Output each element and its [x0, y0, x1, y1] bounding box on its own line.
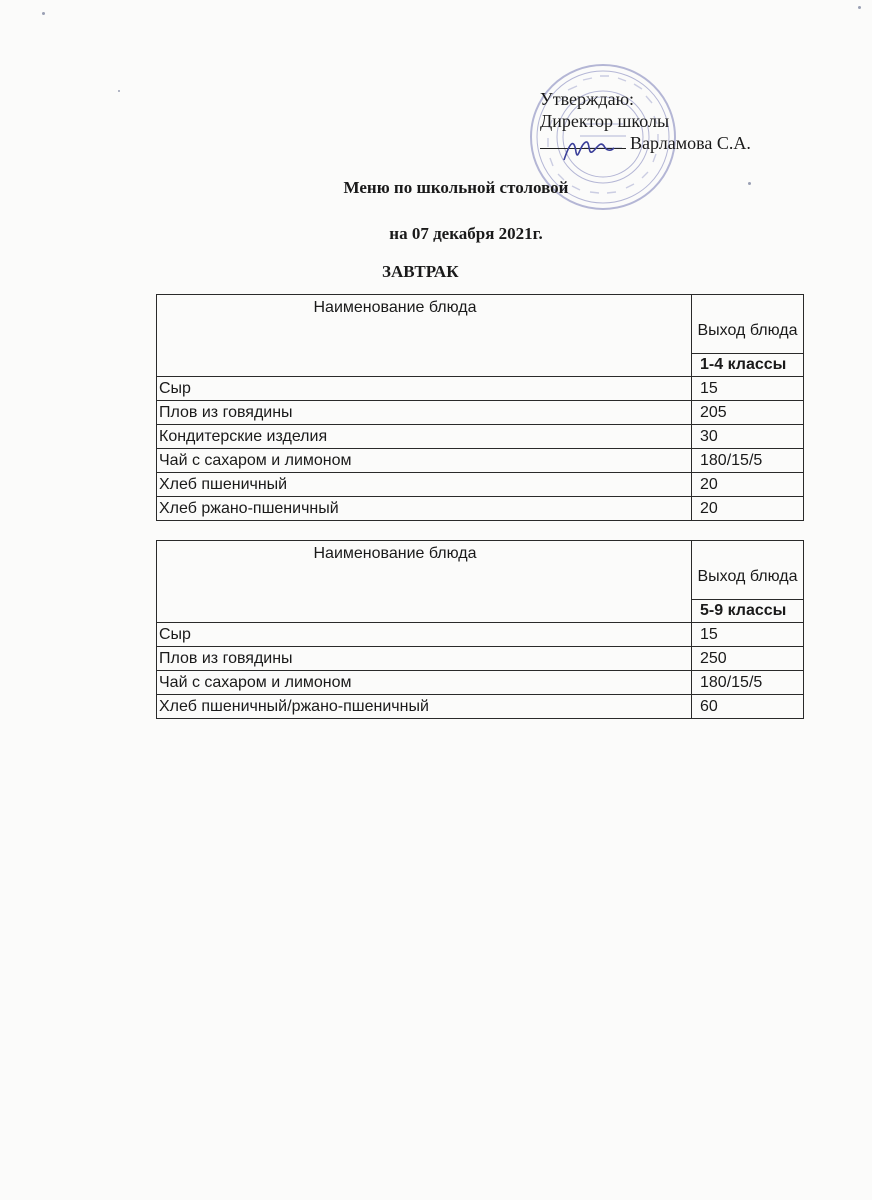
menu-title: Меню по школьной столовой: [343, 178, 569, 197]
class-label: 5-9 классы: [692, 600, 804, 623]
dish-yield: 15: [692, 623, 804, 647]
table-header-row: [157, 541, 804, 600]
header-yield: Выход блюда: [692, 541, 804, 600]
table-row: [157, 473, 804, 497]
dish-yield: 250: [692, 647, 804, 671]
class-label: 1-4 классы: [692, 354, 804, 377]
dish-name: Сыр: [157, 377, 692, 401]
header-dish-name: Наименование блюда: [157, 541, 692, 623]
meal-title: ЗАВТРАК: [382, 262, 459, 281]
dish-yield: 15: [692, 377, 804, 401]
table-row: [157, 377, 804, 401]
table-row: [157, 449, 804, 473]
dish-name: Плов из говядины: [157, 401, 692, 425]
table-row: [157, 425, 804, 449]
menu-table-grades-5-9: [156, 540, 804, 719]
dish-yield: 180/15/5: [692, 449, 804, 473]
table-row: [157, 497, 804, 521]
approval-position: Директор школы: [540, 111, 670, 131]
dish-name: Чай с сахаром и лимоном: [157, 449, 692, 473]
menu-date: на 07 декабря 2021г.: [389, 224, 543, 243]
scan-speck: [118, 90, 120, 92]
table-row: [157, 647, 804, 671]
approval-label: Утверждаю:: [540, 89, 635, 109]
menu-table-grades-1-4: [156, 294, 804, 521]
dish-name: Плов из говядины: [157, 647, 692, 671]
dish-name: Хлеб пшеничный/ржано-пшеничный: [157, 695, 692, 719]
dish-name: Хлеб пшеничный: [157, 473, 692, 497]
dish-yield: 205: [692, 401, 804, 425]
scan-speck: [42, 12, 45, 15]
table-header-row: [157, 295, 804, 354]
dish-yield: 20: [692, 497, 804, 521]
table-row: [157, 695, 804, 719]
dish-yield: 180/15/5: [692, 671, 804, 695]
approver-name: Варламова С.А.: [630, 133, 751, 153]
dish-name: Сыр: [157, 623, 692, 647]
table-row: [157, 623, 804, 647]
handwritten-signature: [560, 134, 616, 166]
header-yield: Выход блюда: [692, 295, 804, 354]
table-row: [157, 671, 804, 695]
dish-name: Хлеб ржано-пшеничный: [157, 497, 692, 521]
header-dish-name: Наименование блюда: [157, 295, 692, 377]
dish-yield: 30: [692, 425, 804, 449]
scan-speck: [858, 6, 861, 9]
dish-name: Чай с сахаром и лимоном: [157, 671, 692, 695]
dish-name: Кондитерские изделия: [157, 425, 692, 449]
dish-yield: 20: [692, 473, 804, 497]
table-row: [157, 401, 804, 425]
dish-yield: 60: [692, 695, 804, 719]
